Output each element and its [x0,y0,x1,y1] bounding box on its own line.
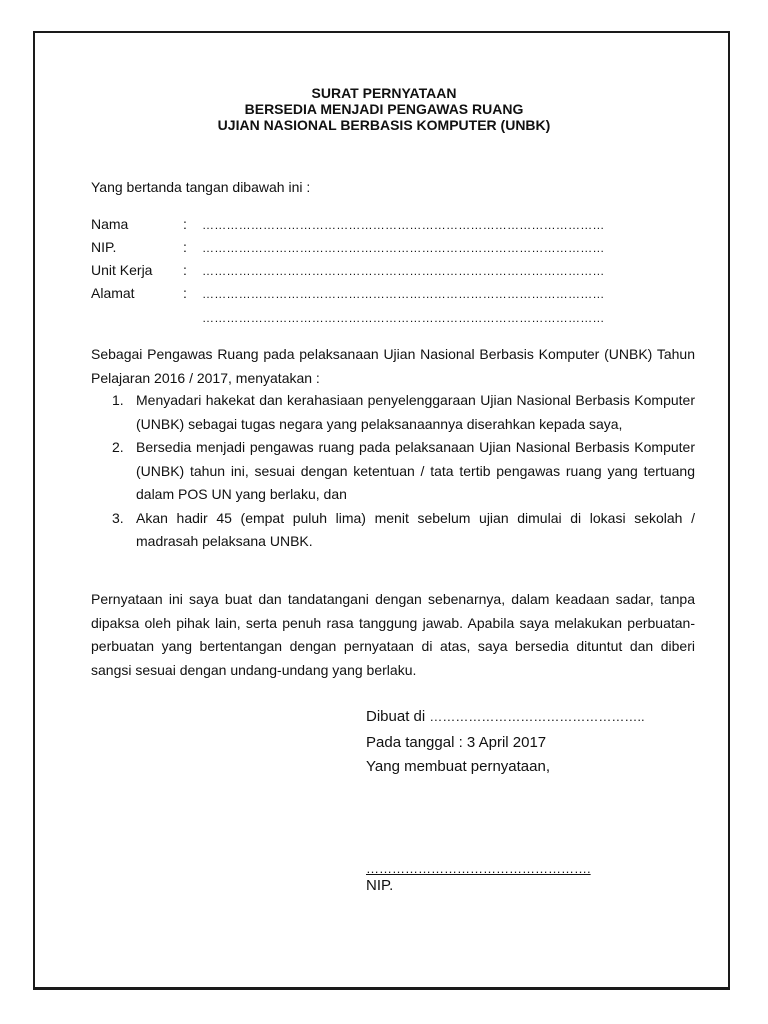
signature-place-dots: ………………………………………….. [429,709,645,724]
title-line-1: SURAT PERNYATAAN [311,85,457,101]
list-item-number: 2. [112,439,124,455]
field-dots-nip: ……………………………………………………………………………………… [202,241,605,255]
field-colon: : [183,285,187,301]
list-item-number: 1. [112,392,124,408]
field-dots-alamat: ……………………………………………………………………………………… [202,287,605,301]
title-line-3: UJIAN NASIONAL BERBASIS KOMPUTER (UNBK) [217,117,551,133]
field-label-alamat: Alamat [91,285,135,301]
field-dots-alamat-extra: ……………………………………………………………………………………… [202,311,605,325]
list-item-text: Bersedia menjadi pengawas ruang pada pelaksanaan Ujian Nasional Berbasis Komputer (UNBK) tahun ini, sesuai dengan ketentuan / tata tertib pengawas ruang yang tertuang dalam POS UN yang berlaku, dan [136,439,695,502]
signature-date: Pada tanggal : 3 April 2017 [366,734,547,751]
closing-paragraph: Pernyataan ini saya buat dan tandatangani dengan sebenarnya, dalam keadaan sadar, tanpa dipaksa oleh pihak lain, serta penuh rasa tanggung jawab. Apabila saya melakukan perbuatan-perbuatan yang bertentangan dengan pernyataan di atas, saya bersedia dituntut dan diberi sangsi sesuai dengan undang-undang yang berlaku. [91,591,695,678]
statement-list [91,389,695,554]
intro-text: Yang bertanda tangan dibawah ini : [91,179,311,195]
field-colon: : [183,239,187,255]
title-line-2: BERSEDIA MENJADI PENGAWAS RUANG [244,101,524,117]
signature-name-dots: ……………………………………………. [366,861,591,876]
list-item-number: 3. [112,509,124,526]
field-label-unit-kerja: Unit Kerja [91,262,153,278]
list-item [91,507,695,554]
field-dots-nama: ……………………………………………………………………………………… [202,218,605,232]
list-item [91,389,695,436]
list-item [91,436,695,507]
signature-place [366,708,645,726]
signature-place-label: Dibuat di [366,708,426,725]
field-label-nip: NIP. [91,239,117,255]
signature-maker: Yang membuat pernyataan, [366,758,551,775]
list-item-text: Menyadari hakekat dan kerahasiaan penyelenggaraan Ujian Nasional Berbasis Komputer (UNBK) sebagai tugas negara yang pelaksanaannya diserahkan kepada saya, [136,392,695,432]
list-item-text: Akan hadir 45 (empat puluh lima) menit sebelum ujian dimulai di lokasi sekolah / madrasah pelaksana UNBK. [136,509,695,549]
field-label-nama: Nama [91,216,129,232]
statement-intro: Sebagai Pengawas Ruang pada pelaksanaan Ujian Nasional Berbasis Komputer (UNBK) Tahun Pelajaran 2016 / 2017, menyatakan : [91,346,695,386]
signature-nip: NIP. [366,877,394,894]
field-dots-unit-kerja: ……………………………………………………………………………………… [202,264,605,278]
field-colon: : [183,262,187,278]
field-colon: : [183,216,187,232]
